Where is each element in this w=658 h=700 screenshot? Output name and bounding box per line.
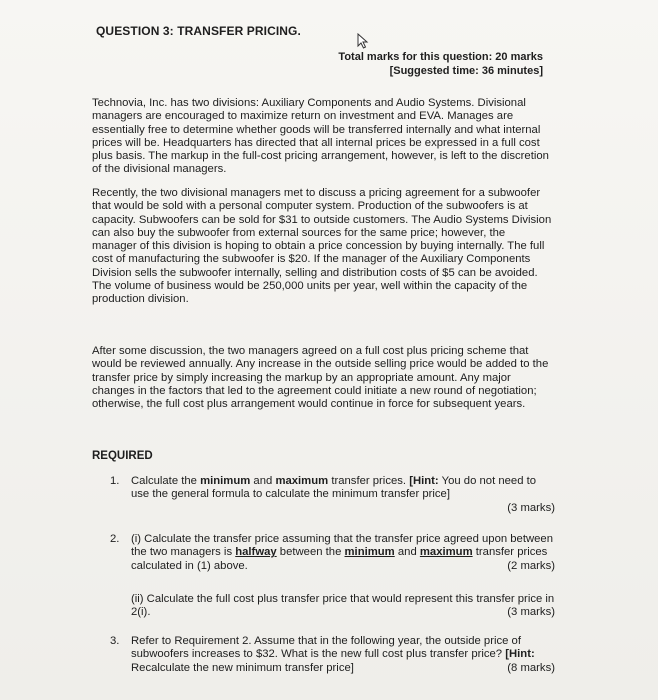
req2-text: and xyxy=(394,546,420,559)
paragraph-intro: Technovia, Inc. has two divisions: Auxiliary Components and Audio Systems. Divisional managers are encouraged to maximize return on investment and EVA. Manages are essentially free to determine whether goods will be transferred internally and what internal prices will be. Headquarters has directed that all internal prices be expressed in a full cost plus basis. The markup in the full-cost pricing arrangement, however, is left to the discretion of the divisional managers. xyxy=(92,97,549,176)
req2b-marks: (3 marks) xyxy=(507,606,555,619)
requirement-2 xyxy=(110,533,555,573)
req3-hint-text: Recalculate the new minimum transfer price] xyxy=(131,661,354,674)
req2-text: transfer prices calculated in (1) above. xyxy=(131,546,548,572)
mouse-cursor-icon xyxy=(356,33,370,49)
req2-marks: (2 marks) xyxy=(507,559,555,572)
req1-text: transfer prices. xyxy=(328,475,410,487)
requirement-number: 2. xyxy=(110,533,120,545)
req1-bold-minimum: minimum xyxy=(200,475,251,487)
req1-hint-label: [Hint: xyxy=(409,475,439,487)
requirement-number: 1. xyxy=(110,475,120,487)
suggested-time: [Suggested time: 36 minutes] xyxy=(389,65,543,77)
paragraph-scenario: Recently, the two divisional managers met to discuss a pricing agreement for a subwoofer that would be sold with a personal computer system. Production of the subwoofers is at capacity. Subwoofers can be sold for $31 to outside customers. The Audio Systems Division can also buy the subwoofer from external sources for the same price; however, the manager of this division is hoping to obtain a price concession by buying internally. The full cost of manufacturing the subwoofer is $20. If the manager of the Auxiliary Components Division sells the subwoofer internally, selling and distribution costs of $5 can be avoided. The volume of business would be 250,000 units per year, well within the capacity of the production division. xyxy=(92,187,552,306)
req2-underlined-maximum: maximum xyxy=(419,546,473,559)
total-marks: Total marks for this question: 20 marks xyxy=(338,51,543,63)
paragraph-agreement: After some discussion, the two managers agreed on a full cost plus pricing scheme that would be reviewed annually. Any increase in the outside selling price would be added to the transfer price by simply increasing the markup by an appropriate amount. Any major changes in the factors that led to the agreement could initiate a new round of negotiation; otherwise, the full cost plus arrangement would continue in force for subsequent years. xyxy=(92,345,549,411)
question-title: QUESTION 3: TRANSFER PRICING. xyxy=(96,24,301,38)
req2-underlined-minimum: minimum xyxy=(344,546,395,559)
req2b-text: (ii) Calculate the full cost plus transfer price that would represent this transfer price in 2(i). xyxy=(131,593,555,619)
req3-marks: (8 marks) xyxy=(507,661,555,674)
req1-bold-maximum: maximum xyxy=(275,475,329,487)
req1-text: and xyxy=(250,475,276,487)
req2-text: between the xyxy=(276,546,345,559)
requirement-2-part-ii xyxy=(110,593,555,620)
req3-text: Refer to Requirement 2. Assume that in the following year, the outside price of subwoofers increases to $32. What is the new full cost plus transfer price? xyxy=(131,635,521,661)
requirement-1 xyxy=(110,475,555,515)
req1-text: Calculate the xyxy=(131,475,201,487)
req1-hint-text: You do not need to use the general formula to calculate the minimum transfer price] xyxy=(131,475,537,501)
required-heading: REQUIRED xyxy=(92,450,153,462)
req1-marks: (3 marks) xyxy=(507,501,555,514)
req2-text: (i) Calculate the transfer price assuming that the transfer price agreed upon between the two managers is xyxy=(131,533,553,559)
requirement-3 xyxy=(110,635,555,675)
req3-hint-label: [Hint: xyxy=(505,648,535,661)
marks-info xyxy=(338,50,543,78)
req2-underlined-halfway: halfway xyxy=(235,546,277,559)
requirement-number: 3. xyxy=(110,635,120,647)
